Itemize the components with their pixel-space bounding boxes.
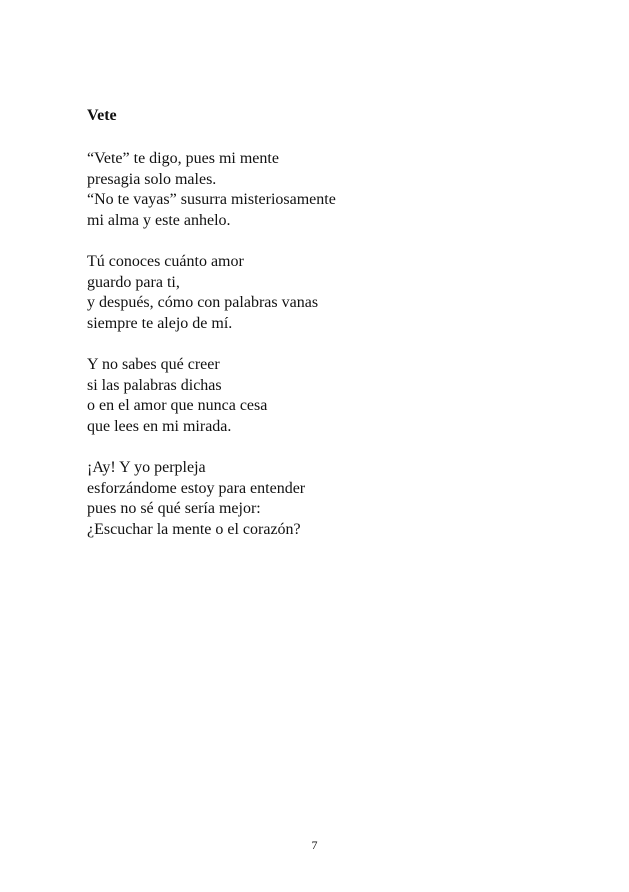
poem-line: siempre te alejo de mí. [87,314,233,332]
poem-line: esforzándome estoy para entender [87,479,306,497]
poem-title: Vete [87,107,117,124]
stanza-4 [87,458,305,540]
poem-line: si las palabras dichas [87,376,222,394]
poem-line: mi alma y este anhelo. [87,211,231,229]
stanza-3 [87,355,267,437]
poem-line: Tú conoces cuánto amor [87,253,244,270]
poem-line: “Vete” te digo, pues mi mente [87,150,279,167]
poem-line: ¡Ay! Y yo perpleja [87,459,206,476]
poem-line: ¿Escuchar la mente o el corazón? [87,520,301,538]
poem-line: que lees en mi mirada. [87,417,232,435]
page-number: 7 [311,838,318,852]
poem-line: presagia solo males. [87,170,217,188]
poem-line: o en el amor que nunca cesa [87,397,268,414]
stanza-1 [87,149,336,231]
poem-line: pues no sé qué sería mejor: [87,500,261,517]
stanza-2 [87,252,318,334]
poem-line: guardo para ti, [87,273,180,291]
poem-line: “No te vayas” susurra misteriosamente [87,191,336,208]
poem-line: Y no sabes qué creer [87,356,220,373]
poem-line: y después, cómo con palabras vanas [87,294,319,311]
